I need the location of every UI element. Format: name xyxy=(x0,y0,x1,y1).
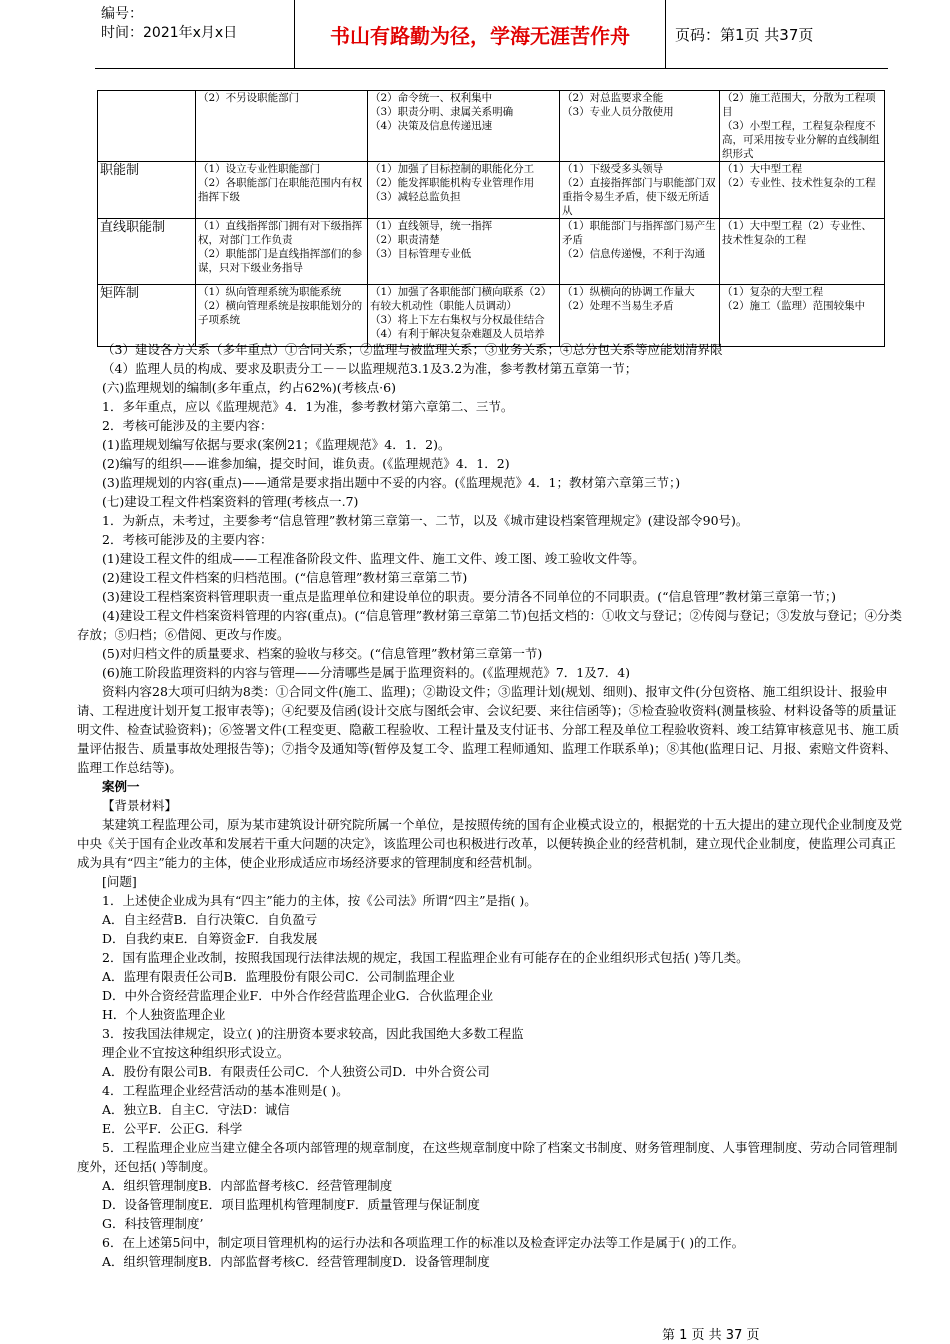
table-row xyxy=(98,91,885,162)
body-paragraph: 案例一 xyxy=(102,779,140,794)
body-paragraph: 1．上述使企业成为具有“四主”能力的主体，按《公司法》所谓“四主”是指( )。 xyxy=(102,893,537,908)
table-cell: （1）设立专业性职能部门 （2）各职能部门在职能范围内有权指挥下级 xyxy=(196,162,368,219)
table-cell: （2）对总监要求全能 （3）专业人员分散使用 xyxy=(560,91,720,162)
table-row xyxy=(98,219,885,285)
body-paragraph: (六)监理规划的编制(多年重点，约占62%)(考核点·6) xyxy=(102,380,396,395)
table-row-name: 矩阵制 xyxy=(98,285,196,347)
body-paragraph: (2)编写的组织——谁参加编，提交时间，谁负责。(《监理规范》4．1．2) xyxy=(102,456,510,471)
body-paragraph: 理企业不宜按这种组织形式设立。 xyxy=(102,1045,290,1060)
body-paragraph: (3)建设工程档案资料管理职责一重点是监理单位和建设单位的职责。要分清各不同单位的不同职责。(“信息管理”教材第三章第一节；) xyxy=(102,589,836,604)
page-footer: 第 1 页 共 37 页 xyxy=(662,1328,760,1343)
number-label: 编号： xyxy=(101,6,143,22)
body-paragraph: G．科技管理制度’ xyxy=(102,1216,204,1231)
body-paragraph: 2．国有监理企业改制，按照我国现行法律法规的规定，我国工程监理企业有可能存在的企业组织形式包括( )等几类。 xyxy=(102,950,749,965)
table-row xyxy=(98,285,885,347)
table-cell: （1）直线指挥部门拥有对下级指挥权，对部门工作负责 （2）职能部门是直线指挥部们的参谋，只对下级业务指导 xyxy=(196,219,368,285)
header-motto: 书山有路勤为径，学海无涯苦作舟 xyxy=(295,0,666,68)
table-cell: （2）命令统一、权利集中 （3）职责分明、隶属关系明确 （4）决策及信息传递迅速 xyxy=(368,91,560,162)
body-paragraph: (2)建设工程文件档案的归档范围。(“信息管理”教材第三章第二节) xyxy=(102,570,468,585)
body-paragraph: H．个人独资监理企业 xyxy=(102,1007,226,1022)
body-paragraph: 资料内容28大项可归纳为8类：①合同文件(施工、监理)；②勘设文件；③监理计划(规划、细则)、报审文件(分包资格、施工组织设计、报验申请、工程进度计划开复工报审表等)；④纪要及信函(设计交底与图纸会审、会议纪要、来往信函等)；⑤检查验收资料(测量核验、材料设备等的质量证明文件、检查试验资料)；⑥签署文件(工程变更、隐蔽工程验收、工程计量及支付证书、分部工程及单位工程验收资料、竣工结算审核意见书、施工质量评估报告、质量事故处理报告等)；⑦指令及通知等(暂停及复工令、监理工程师通知、监理工作联系单)；⑧其他(监理日记、月报、索赔文件资料、监理工作总结等)。 xyxy=(77,684,900,775)
body-paragraph: (七)建设工程文件档案资料的管理(考核点一.7) xyxy=(102,494,359,509)
table-cell: （1）纵横向的协调工作量大 （2）处理不当易生矛盾 xyxy=(560,285,720,347)
body-paragraph: 5．工程监理企业应当建立健全各项内部管理的规章制度，在这些规章制度中除了档案文书制度、财务管理制度、人事管理制度、劳动合同管理制度外，还包括( )等制度。 xyxy=(77,1140,898,1174)
organization-form-table xyxy=(97,90,885,347)
body-paragraph: (4)建设工程文件档案资料管理的内容(重点)。(“信息管理”教材第三章第二节)包括文档的：①收文与登记；②传阅与登记；③发放与登记；④分类存放；⑤归档；⑥借阅、更改与作废。 xyxy=(77,608,902,642)
header-meta xyxy=(95,0,295,68)
body-paragraph: A．组织管理制度B．内部监督考核C．经营管理制度 xyxy=(102,1178,393,1193)
table-cell: （1）加强了各职能部门横向联系（2）有较大机动性（职能人员调动） （3）将上下左右集权与分权最佳结合 （4）有利于解决复杂难题及人员培养 xyxy=(368,285,560,347)
table-row-name xyxy=(98,91,196,162)
header-page-label: 页码：第1页 共37页 xyxy=(675,25,814,44)
body-paragraph: (1)建设工程文件的组成——工程准备阶段文件、监理文件、施工文件、竣工图、竣工验收文件等。 xyxy=(102,551,645,566)
body-paragraph: (6)施工阶段监理资料的内容与管理——分清哪些是属于监理资料的。(《监理规范》7．1及7．4) xyxy=(102,665,631,680)
body-paragraph: (5)对归档文件的质量要求、档案的验收与移交。(“信息管理”教材第三章第一节) xyxy=(102,646,543,661)
table-cell: （1）下级受多头领导 （2）直接指挥部门与职能部门双重指令易生矛盾，使下级无所适从 xyxy=(560,162,720,219)
body-paragraph: 6．在上述第5问中，制定项目管理机构的运行办法和各项监理工作的标准以及检查评定办法等工作是属于( )的工作。 xyxy=(102,1235,745,1250)
document-body xyxy=(77,340,907,1271)
body-paragraph: E．公平F．公正G．科学 xyxy=(102,1121,243,1136)
table-cell: （1）大中型工程（2）专业性、技术性复杂的工程 xyxy=(720,219,885,285)
body-paragraph: (3)监理规划的内容(重点)——通常是要求指出题中不妥的内容。(《监理规范》4．1；教材第六章第三节；) xyxy=(102,475,681,490)
table-cell: （2）施工范围大，分散为工程项目 （3）小型工程，工程复杂程度不高，可采用按专业分解的直线制组织形式 xyxy=(720,91,885,162)
body-paragraph: 4．工程监理企业经营活动的基本准则是( )。 xyxy=(102,1083,349,1098)
body-paragraph: A．股份有限公司B．有限责任公司C．个人独资公司D．中外合资公司 xyxy=(102,1064,490,1079)
table-row-name: 直线职能制 xyxy=(98,219,196,285)
table-cell: （2）不另设职能部门 xyxy=(196,91,368,162)
body-paragraph: 1．为新点，未考过，主要参考“信息管理”教材第三章第一、二节，以及《城市建设档案管理规定》(建设部令90号)。 xyxy=(102,513,749,528)
table-cell: （1）职能部门与指挥部门易产生矛盾 （2）信息传递慢，不利于沟通 xyxy=(560,219,720,285)
table-row xyxy=(98,162,885,219)
body-paragraph: [问题] xyxy=(102,874,137,889)
body-paragraph: A．组织管理制度B．内部监督考核C．经营管理制度D．设备管理制度 xyxy=(102,1254,490,1269)
body-paragraph: A．监理有限责任公司B．监理股份有限公司C．公司制监理企业 xyxy=(102,969,455,984)
table-cell: （1）复杂的大型工程 （2）施工（监理）范围较集中 xyxy=(720,285,885,347)
body-paragraph: 2．考核可能涉及的主要内容： xyxy=(102,418,273,433)
body-paragraph: (1)监理规划编写依据与要求(案例21；《监理规范》4．1．2)。 xyxy=(102,437,451,452)
body-paragraph: （3）建设各方关系（多年重点）①合同关系；②监理与被监理关系；③业务关系；④总分包关系等应能划清界限 xyxy=(102,342,723,357)
body-paragraph: A．独立B．自主C．守法D：诚信 xyxy=(102,1102,290,1117)
table-row-name: 职能制 xyxy=(98,162,196,219)
table-cell: （1）加强了目标控制的职能化分工 （2）能发挥职能机构专业管理作用 （3）减轻总监负担 xyxy=(368,162,560,219)
table-cell: （1）大中型工程 （2）专业性、技术性复杂的工程 xyxy=(720,162,885,219)
body-paragraph: 1．多年重点，应以《监理规范》4．1为准，参考教材第六章第二、三节。 xyxy=(102,399,514,414)
body-paragraph: （4）监理人员的构成、要求及职责分工－－以监理规范3.1及3.2为准，参考教材第五章第一节； xyxy=(102,361,638,376)
body-paragraph: 2．考核可能涉及的主要内容： xyxy=(102,532,273,547)
body-paragraph: D．设备管理制度E．项目监理机构管理制度F．质量管理与保证制度 xyxy=(102,1197,480,1212)
table-cell: （1）直线领导，统一指挥 （2）职责清楚 （3）目标管理专业低 xyxy=(368,219,560,285)
body-paragraph: A．自主经营B．自行决策C．自负盈亏 xyxy=(102,912,318,927)
table-cell: （1）纵向管理系统为职能系统 （2）横向管理系统是按职能划分的子项系统 xyxy=(196,285,368,347)
body-paragraph: D．自我约束E．自筹资金F．自我发展 xyxy=(102,931,318,946)
body-paragraph: D．中外合资经营监理企业F．中外合作经营监理企业G．合伙监理企业 xyxy=(102,988,494,1003)
body-paragraph: 3．按我国法律规定，设立( )的注册资本要求较高，因此我国绝大多数工程监 xyxy=(102,1026,524,1041)
body-paragraph: 某建筑工程监理公司，原为某市建筑设计研究院所属一个单位，是按照传统的国有企业模式设立的，根据党的十五大提出的建立现代企业制度及党中央《关于国有企业改革和发展若干重大问题的决定》，该监理公司也积极进行改革，以便转换企业的经营机制，建立现代企业制度，使监理公司真正成为具有“四主”能力的主体，使企业形成适应市场经济要求的管理制度和经营机制。 xyxy=(77,817,903,870)
body-paragraph: 【背景材料】 xyxy=(102,798,178,813)
time-label: 时间：2021年x月x日 xyxy=(101,25,238,41)
page-header xyxy=(95,0,888,69)
